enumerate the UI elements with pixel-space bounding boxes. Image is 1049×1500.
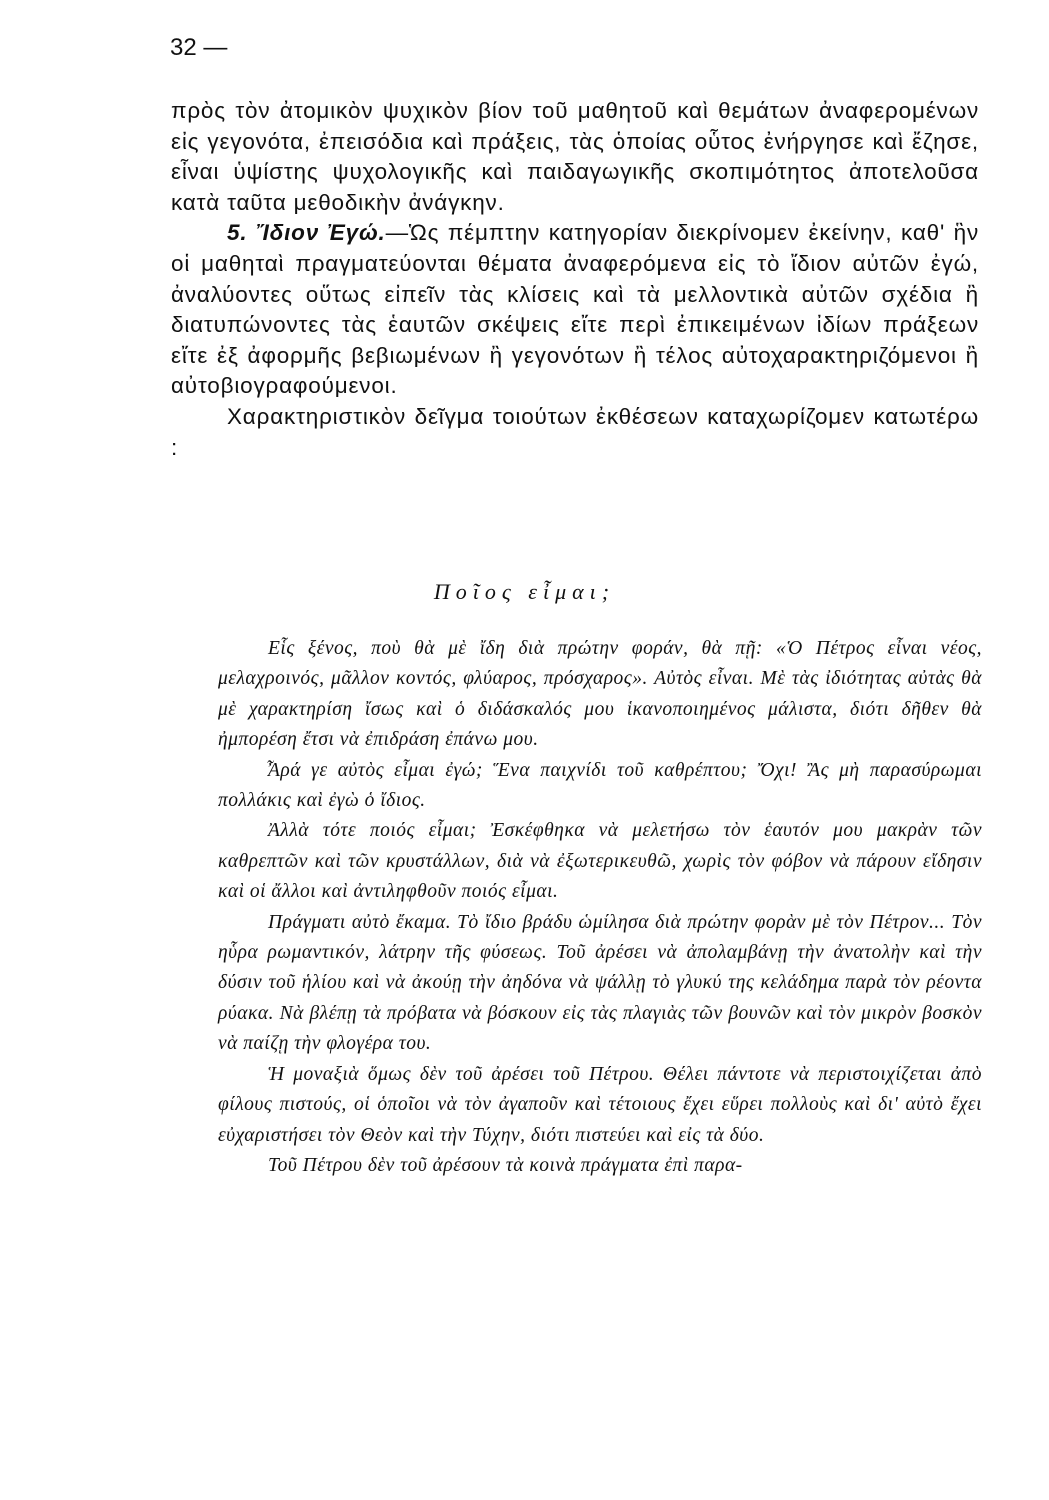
paragraph-2-body: —Ὡς πέμπτην κατηγορίαν διεκρίνομεν ἐκείνην, καθ' ἣν οἱ μαθηταὶ πραγματεύονται θέματα ἀναφερόμενα εἰς τὸ ἴδιον αὐτῶν ἐγώ, ἀναλύοντες οὕτως εἰπεῖν τὰς κλίσεις καὶ τὰ μελλοντικὰ αὐτῶν σχέδια ἢ διατυπώνοντες τὰς ἑαυτῶν σκέψεις εἴτε περὶ ἐπικειμένων ἰδίων πράξεων εἴτε ἐξ ἀφορμῆς βεβιωμένων ἢ γεγονότων ἢ τέλος αὐτοχαρακτηριζόμενοι ἢ αὐτοβιογραφούμενοι.	[171, 220, 979, 399]
essay-title: Ποῖος εἶμαι;	[433, 579, 616, 604]
paragraph-3: Χαρακτηριστικὸν δεῖγμα τοιούτων ἐκθέσεων καταχωρίζομεν κατωτέρω :	[171, 403, 979, 460]
essay-text	[218, 634, 982, 1181]
section-heading: 5. Ἴδιον Ἐγώ.	[227, 220, 386, 246]
essay-paragraph-6: Τοῦ Πέτρου δὲν τοῦ ἀρέσουν τὰ κοινὰ πράγματα ἐπὶ παρα-	[268, 1154, 743, 1176]
page-number: 32 —	[170, 34, 228, 61]
paragraph-2	[171, 218, 979, 402]
paragraph-1: πρὸς τὸν ἀτομικὸν ψυχικὸν βίον τοῦ μαθητοῦ καὶ θεμάτων ἀναφερομένων εἰς γεγονότα, ἐπεισόδια καὶ πράξεις, τὰς ὁποίας οὗτος ἐνήργησε καὶ ἔζησε, εἶναι ὑψίστης ψυχολογικῆς καὶ παιδαγωγικῆς σκοπιμότητος ἀποτελοῦσα κατὰ ταῦτα μεθοδικὴν ἀνάγκην.	[171, 98, 979, 215]
essay-paragraph-3: Ἀλλὰ τότε ποιός εἶμαι; Ἐσκέφθηκα νὰ μελετήσω τὸν ἑαυτόν μου μακρὰν τῶν καθρεπτῶν καὶ τῶν κρυστάλλων, διὰ νὰ ἐξωτερικευθῶ, χωρὶς τὸν φόβον νὰ πάρουν εἴδησιν καὶ οἱ ἄλλοι καὶ ἀντιληφθοῦν ποιός εἶμαι.	[218, 820, 982, 903]
essay-paragraph-4: Πράγματι αὐτὸ ἔκαμα. Τὸ ἴδιο βράδυ ὡμίλησα διὰ πρώτην φορὰν μὲ τὸν Πέτρον... Τὸν ηὗρα ρωμαντικόν, λάτρην τῆς φύσεως. Τοῦ ἀρέσει νὰ ἀπολαμβάνῃ τὴν ἀνατολὴν καὶ τὴν δύσιν τοῦ ἡλίου καὶ νὰ ἀκούῃ τὴν ἀηδόνα νὰ ψάλλῃ τὸ γλυκύ της κελάδημα παρὰ τὸν ρέοντα ρύακα. Νὰ βλέπῃ τὰ πρόβατα νὰ βόσκουν εἰς τὰς πλαγιὰς τῶν βουνῶν καὶ τὸν μικρὸν βοσκὸν νὰ παίζῃ τὴν φλογέρα του.	[218, 911, 982, 1055]
main-text	[171, 96, 979, 463]
essay-paragraph-1: Εἷς ξένος, ποὺ θὰ μὲ ἴδη διὰ πρώτην φοράν, θὰ πῇ: «Ὁ Πέτρος εἶναι νέος, μελαχροινός, μᾶλλον κοντός, φλύαρος, πρόσχαρος». Αὐτὸς εἶναι. Μὲ τὰς ἰδιότητας αὐτὰς θὰ μὲ χαρακτηρίση ἴσως καὶ ὁ διδάσκαλός μου ἱκανοποιημένος μάλιστα, διότι δῆθεν θὰ ἠμπορέση ἔτσι νὰ ἐπιδράση ἐπάνω μου.	[218, 638, 982, 751]
essay-paragraph-2: Ἆρά γε αὐτὸς εἶμαι ἐγώ; Ἕνα παιχνίδι τοῦ καθρέπτου; Ὄχι! Ἂς μὴ παρασύρωμαι πολλάκις καὶ ἐγὼ ὁ ἴδιος.	[218, 759, 982, 812]
essay-paragraph-5: Ἡ μοναξιὰ ὅμως δὲν τοῦ ἀρέσει τοῦ Πέτρου. Θέλει πάντοτε νὰ περιστοιχίζεται ἀπὸ φίλους πιστούς, οἱ ὁποῖοι νὰ τὸν ἀγαποῦν καὶ τέτοιους ἔχει εὕρει πολλοὺς καὶ δι' αὐτὸ ἔχει εὐχαριστήσει τὸν Θεὸν καὶ τὴν Τύχην, διότι πιστεύει καὶ εἰς τὰ δύο.	[218, 1063, 982, 1146]
